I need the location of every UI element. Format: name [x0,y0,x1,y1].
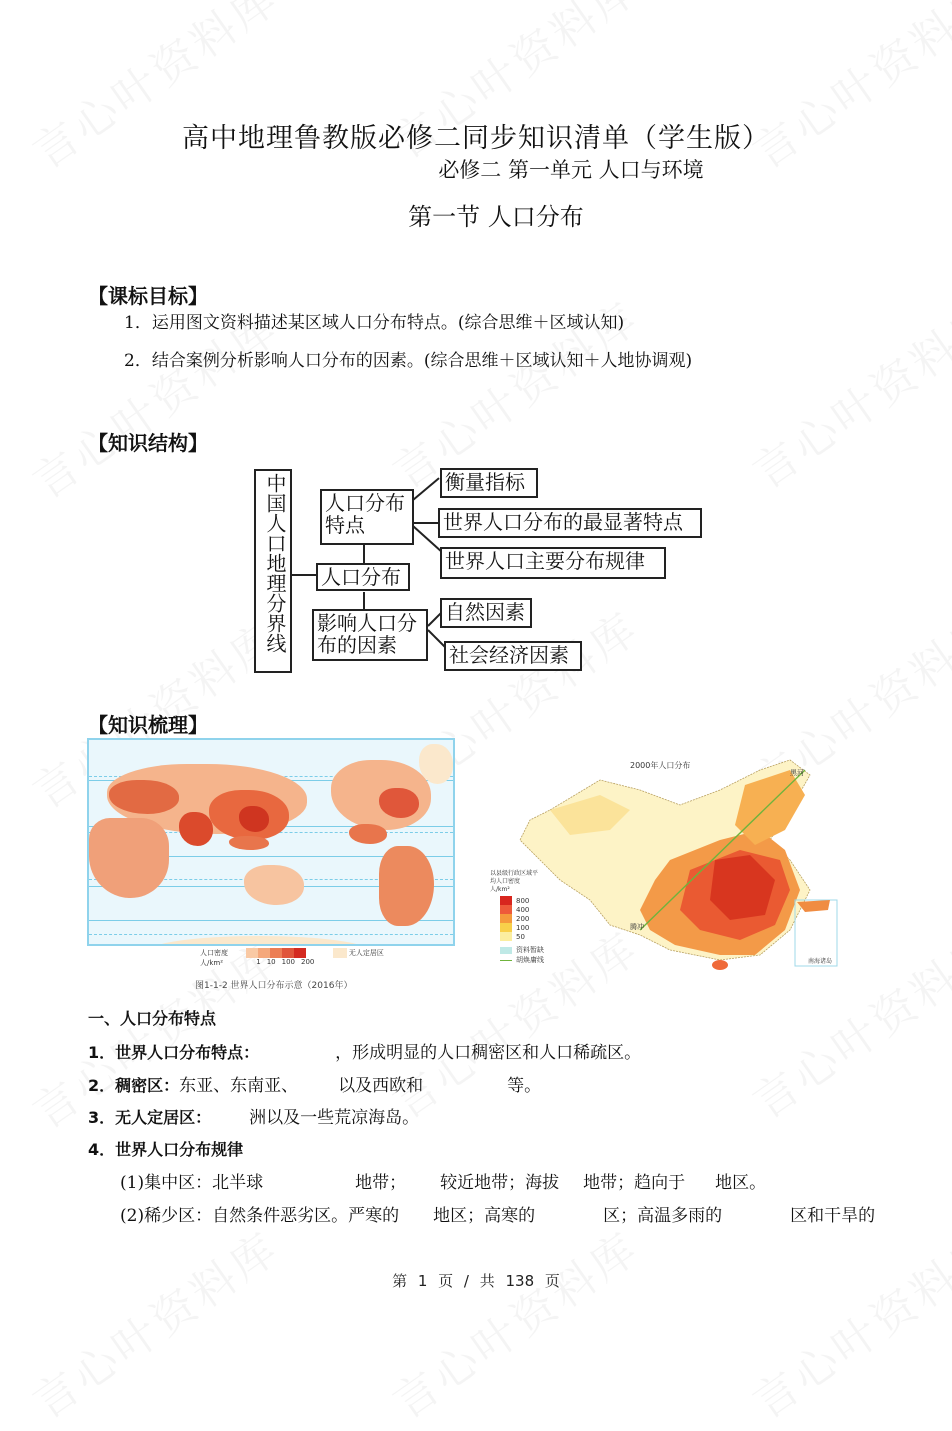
legend-tick: 200 [516,914,530,923]
q4-2-text: 区和干旱的 [790,1206,876,1226]
diagram-node-center: 人口分布 [316,563,410,591]
part1-heading: 一、人口分布特点 [88,1009,217,1028]
connector-line [412,477,439,500]
q4-1-text: 地带； [355,1173,407,1193]
inset-label: 南海诸岛 [808,958,833,965]
world-map-caption: 图1-1-2 世界人口分布示意（2016年） [195,981,353,991]
diagram-leaf: 社会经济因素 [444,641,582,671]
greenland-uninhabited [419,744,453,784]
q4-1-text: 地区。 [715,1173,767,1193]
australia-landmass [244,865,304,905]
china-map-title: 2000年人口分布 [630,761,691,770]
uninhabited-swatch [333,948,347,958]
china-dense-area [239,806,269,832]
legend-label: 无人定居区 [348,949,384,957]
unit-subtitle: 必修二 第一单元 人口与环境 [438,158,704,182]
legend-tick: 400 [516,905,530,914]
q4-2-text: 地区；高寒的 [433,1206,536,1226]
q1-text: ，形成明显的人口稠密区和人口稀疏区。 [335,1043,642,1063]
watermark [18,1213,291,1431]
connector-line [413,522,441,524]
diagram-node-characteristics: 人口分布特点 [320,489,414,545]
world-population-map [87,738,455,946]
diagram-leaf: 世界人口主要分布规律 [440,547,666,579]
q2-label: 2．稠密区： [88,1076,180,1095]
q4-2-text: 区；高温多雨的 [603,1206,723,1226]
us-east-dense-area [379,788,419,818]
q4-1-text: 地带；趋向于 [583,1173,686,1193]
south-america-landmass [379,846,434,926]
diagram-leaf: 衡量指标 [440,468,538,498]
legend-tick: 100 [281,958,295,966]
q2-text: 以及西欧和 [338,1076,424,1096]
legend-tick: 50 [516,932,525,941]
objectives-heading: 【课标目标】 [88,284,208,308]
latitude-line [89,934,453,935]
city-label-heihe: 黑河 [790,769,804,777]
china-legend-title: 以县级行政区域平均人口密度 人/km² [490,870,539,893]
legend-title: 人口密度 人/km² [200,949,228,967]
question-4-2 [120,1201,875,1226]
q3-text: 洲以及一些荒凉海岛。 [249,1108,420,1128]
section-title: 第一节 人口分布 [408,203,584,231]
page-number: 第 1 页 / 共 138 页 [392,1272,560,1290]
china-population-map [490,750,840,970]
structure-heading: 【知识结构】 [88,431,208,455]
legend-label: 胡焕庸线 [516,956,544,964]
southeast-asia-islands [229,836,269,850]
question-1 [88,1038,641,1063]
watermark [378,1213,651,1431]
diagram-root-node: 中国人口地理分界线 [254,469,292,673]
q4-1-text: (1)集中区：北半球 [120,1173,264,1193]
legend-label: 资料暂缺 [516,946,544,954]
q4-2-text: (2)稀少区：自然条件恶劣区。严寒的 [120,1206,400,1226]
connector-line [290,574,316,576]
objective-item: 2．结合案例分析影响人口分布的因素。(综合思维＋区域认知＋人地协调观) [124,351,693,371]
africa-landmass [89,818,169,898]
question-4-heading: 4．世界人口分布规律 [88,1140,244,1159]
diagram-node-factors: 影响人口分布的因素 [312,609,428,661]
legend-tick: 200 [301,958,315,966]
diagram-leaf: 自然因素 [440,598,532,628]
diagram-leaf: 世界人口分布的最显著特点 [438,508,702,538]
china-legend [500,896,544,965]
watermark [738,283,952,501]
question-3 [88,1103,419,1128]
review-heading: 【知识梳理】 [88,713,208,737]
q1-label: 1．世界人口分布特点： [88,1043,260,1062]
legend-tick: 800 [516,896,530,905]
q2-text: 东亚、东南亚、 [179,1076,299,1096]
q2-text: 等。 [507,1076,542,1096]
world-map-legend [200,948,384,968]
q4-1-text: 较近地带；海拔 [440,1173,560,1193]
document-title: 高中地理鲁教版必修二同步知识清单（学生版） [182,123,770,154]
knowledge-structure-diagram [250,465,710,675]
antarctica-uninhabited [149,936,369,946]
objective-item: 1．运用图文资料描述某区域人口分布特点。(综合思维＋区域认知) [124,313,625,333]
question-2 [88,1071,541,1096]
legend-tick: 10 [266,958,276,966]
question-4-1 [120,1168,766,1193]
central-america [349,824,387,844]
south-asia-dense-area [179,812,213,846]
watermark [738,1213,952,1431]
legend-tick: 100 [516,923,530,932]
city-label-tengchong: 腾冲 [630,923,644,931]
q3-label: 3．无人定居区： [88,1108,212,1127]
legend-tick: 1 [256,958,261,966]
